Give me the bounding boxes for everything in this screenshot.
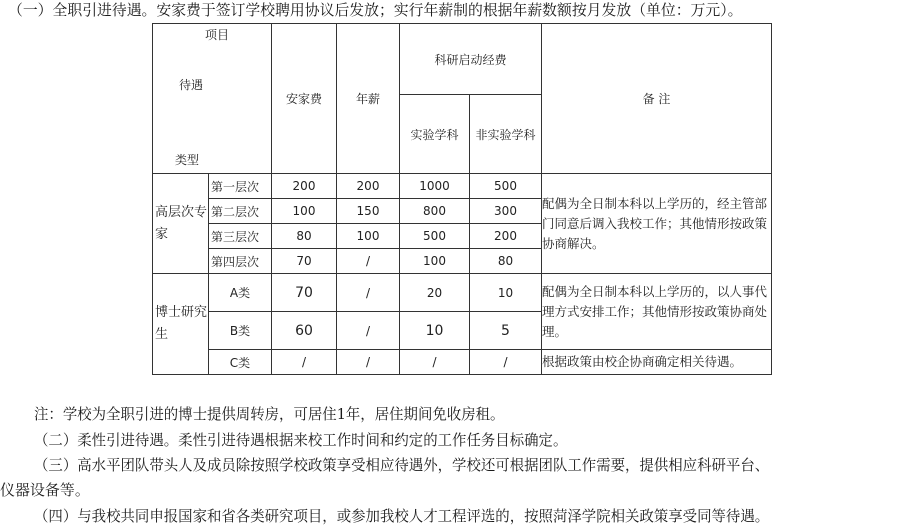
level-label: B类 (209, 312, 272, 350)
lab-value: 500 (400, 224, 470, 249)
header-research: 科研启动经费 (400, 24, 542, 95)
team-paragraph-line2: 仪器设备等。 (0, 481, 90, 499)
lab-value: 100 (400, 249, 470, 274)
nonlab-value: 200 (470, 224, 542, 249)
nonlab-value: / (470, 350, 542, 375)
treatment-table (152, 23, 772, 375)
note-paragraph: 注：学校为全职引进的博士提供周转房，可居住1年，居住期间免收房租。 (34, 405, 505, 423)
level-label: 第四层次 (209, 249, 272, 274)
settle-value: 60 (272, 312, 337, 350)
group-expert-name: 高层次专家 (153, 174, 209, 274)
lab-value: / (400, 350, 470, 375)
flexible-paragraph: （二）柔性引进待遇。柔性引进待遇根据来校工作时间和约定的工作任务目标确定。 (34, 431, 568, 449)
nonlab-value: 80 (470, 249, 542, 274)
salary-value: 200 (337, 174, 400, 199)
lab-value: 10 (400, 312, 470, 350)
header-corner-cell (153, 24, 272, 174)
nonlab-value: 10 (470, 274, 542, 312)
header-item-label: 项目 (205, 28, 230, 42)
level-label: 第三层次 (209, 224, 272, 249)
project-paragraph: （四）与我校共同申报国家和省各类研究项目，或参加我校人才工程评选的，按照菏泽学院相关政策享受同等待遇。 (34, 507, 770, 525)
lab-value: 800 (400, 199, 470, 224)
salary-value: / (337, 312, 400, 350)
salary-value: / (337, 350, 400, 375)
header-lab: 实验学科 (400, 95, 470, 174)
group-expert-remark: 配偶为全日制本科以上学历的，经主管部门同意后调入我校工作；其他情形按政策协商解决。 (542, 174, 772, 274)
settle-value: / (272, 350, 337, 375)
salary-value: 100 (337, 224, 400, 249)
level-label: 第二层次 (209, 199, 272, 224)
salary-value: / (337, 274, 400, 312)
settle-value: 70 (272, 274, 337, 312)
nonlab-value: 300 (470, 199, 542, 224)
group-doctor-name: 博士研究生 (153, 274, 209, 375)
nonlab-value: 5 (470, 312, 542, 350)
salary-value: 150 (337, 199, 400, 224)
header-type-label: 类型 (175, 153, 200, 167)
level-label: C类 (209, 350, 272, 375)
team-paragraph-line1: （三）高水平团队带头人及成员除按照学校政策享受相应待遇外，学校还可根据团队工作需要，提供相应科研平台、 (34, 456, 770, 474)
intro-paragraph: （一）全职引进待遇。安家费于签订学校聘用协议后发放；实行年薪制的根据年薪数额按月发放（单位：万元）。 (8, 1, 743, 19)
header-settle: 安家费 (272, 24, 337, 174)
header-treatment-label: 待遇 (179, 78, 204, 92)
settle-value: 80 (272, 224, 337, 249)
group-doctor-remark-c: 根据政策由校企协商确定相关待遇。 (542, 350, 772, 375)
level-label: 第一层次 (209, 174, 272, 199)
settle-value: 200 (272, 174, 337, 199)
settle-value: 100 (272, 199, 337, 224)
nonlab-value: 500 (470, 174, 542, 199)
header-nonlab: 非实验学科 (470, 95, 542, 174)
salary-value: / (337, 249, 400, 274)
lab-value: 20 (400, 274, 470, 312)
lab-value: 1000 (400, 174, 470, 199)
group-doctor-remark: 配偶为全日制本科以上学历的，以人事代理方式安排工作；其他情形按政策协商处理。 (542, 274, 772, 350)
header-remark: 备 注 (542, 24, 772, 174)
header-salary: 年薪 (337, 24, 400, 174)
level-label: A类 (209, 274, 272, 312)
settle-value: 70 (272, 249, 337, 274)
